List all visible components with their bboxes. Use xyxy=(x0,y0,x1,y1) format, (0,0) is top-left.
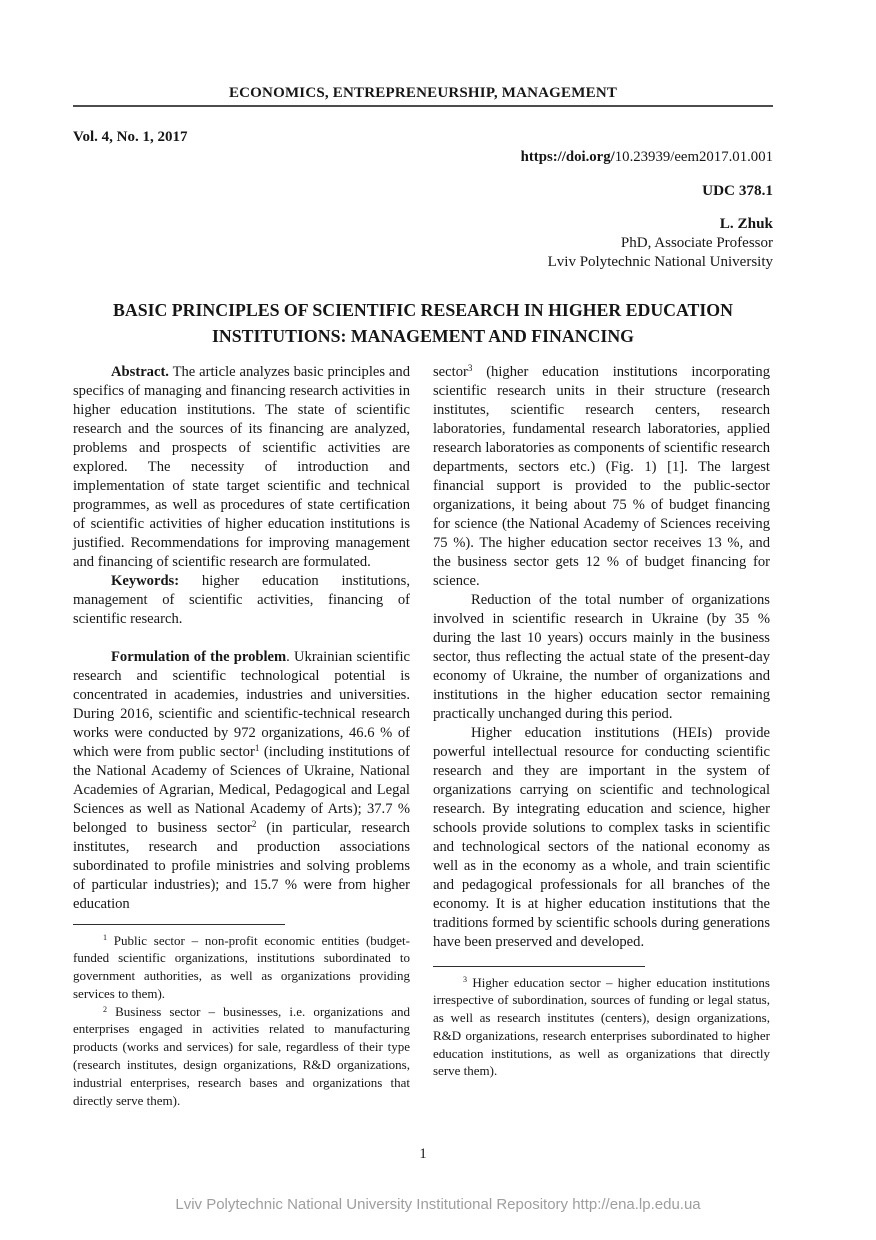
footnote-1-marker: 1 xyxy=(103,933,108,943)
formulation-text-2: (including institutions of the National Academy of Sciences of Ukraine, National Academies of Agrarian, Medical, Pedagogical and Legal Sciences as well as National Academy of Arts); 37.7 % belonged to business sector xyxy=(73,743,410,836)
repository-watermark: Lviv Polytechnic National University Institutional Repository http://ena.lp.edu.ua xyxy=(175,1196,701,1213)
two-column-body xyxy=(73,363,773,1110)
footnote-1-text: Public sector – non-profit economic entities (budget-funded scientific organizations, institutions subordinated to government authorities, as well as organizations providing services to them). xyxy=(73,932,410,1001)
abstract-text: The article analyzes basic principles and specifics of managing and financing research activities in higher education institutions. The state of scientific research and the sources of its financing are analyzed, problems and prospects of scientific activities are explored. The necessity of introduction and implementation of state target scientific and technical programmes, as well as procedures of state certification of scientific activities of higher education institutions is justified. Recommendations for improving management and financing of scientific research are formulated. xyxy=(73,363,410,570)
body-paragraph-3: Higher education institutions (HEIs) provide powerful intellectual resource for conducting scientific research and they are important in the system of organizations carrying on scientific and technological research. By integrating education and science, higher schools provide solutions to complex tasks in scientific and technological sectors of the national economy as well as in the economy as a whole, and train scientific and pedagogical professionals for all branches of the economy. It is at higher education institutions that the traditions formed by scientific schools during generations have been preserved and developed. xyxy=(433,724,770,950)
footnote-3-marker: 3 xyxy=(463,975,468,985)
keywords-label: Keywords: xyxy=(111,572,180,589)
header-rule xyxy=(73,105,773,107)
body-text-1b: (higher education institutions incorporating scientific research units in their structure (research institutes, scientific research centers, research laboratories, fundamental research laboratories, applied research laboratories as components of scientific research departments, sectors etc.) (Fig. 1) [1]. The largest financial support is provided to the public-sector organizations, it being about 75 % of budget financing for science (the National Academy of Sciences receiving 75 %). The higher education sector receives 13 %, and the business sector gets 12 % of budget financing for science. xyxy=(433,363,770,589)
article-title: BASIC PRINCIPLES OF SCIENTIFIC RESEARCH IN HIGHER EDUCATION INSTITUTIONS: MANAGEMENT AND FINANCING xyxy=(113,299,733,346)
body-text-1a: sector xyxy=(433,363,468,380)
footnote-separator-left xyxy=(73,924,285,925)
journal-title: ECONOMICS, ENTREPRENEURSHIP, MANAGEMENT xyxy=(228,85,618,101)
doi-suffix: 10.23939/eem2017.01.001 xyxy=(614,149,773,165)
footnote-2-marker: 2 xyxy=(103,1004,108,1014)
footnote-2 xyxy=(73,1003,410,1110)
body-paragraph-1 xyxy=(433,363,770,591)
formulation-text-3: (in particular, research institutes, research and production associations subordinated to profile ministries and solving problems of particular industries); and 15.7 % were from higher education xyxy=(73,819,410,912)
udc-code: UDC 378.1 xyxy=(702,182,773,199)
footnote-3-text: Higher education sector – higher education institutions irrespective of subordination, sources of funding or legal status, as well as research institutes (centers), design organizations, R&D organizations, research enterprises subordinated to higher education institutions, as well as organizations that directly serve them). xyxy=(433,974,770,1079)
footnote-ref-1: 1 xyxy=(254,742,260,753)
author-degree: PhD, Associate Professor xyxy=(620,234,773,251)
footnote-2-text: Business sector – businesses, i.e. organizations and enterprises engaged in activities related to manufacturing products (works and services) for sale, regardless of their type (research institutes, design organizations, R&D organizations, industrial enterprises, research bases and organizations that directly serve them). xyxy=(73,1003,410,1108)
volume-issue: Vol. 4, No. 1, 2017 xyxy=(73,129,188,145)
author-name: L. Zhuk xyxy=(719,215,773,232)
footnote-ref-3: 3 xyxy=(467,362,473,373)
footnote-1 xyxy=(73,932,410,1003)
left-column xyxy=(73,363,410,1110)
keywords-text: higher education institutions, management of scientific activities, financing of scientific research. xyxy=(73,572,410,627)
doi-line xyxy=(73,148,773,166)
page-number: 1 xyxy=(419,1146,427,1162)
right-column xyxy=(433,363,770,1110)
formulation-paragraph xyxy=(73,648,410,914)
author-block xyxy=(73,214,773,273)
abstract-label: Abstract. xyxy=(111,363,169,380)
footnote-3 xyxy=(433,974,770,1081)
formulation-text-1: . Ukrainian scientific research and scientific technological potential is concentrated in academies, industries and universities. During 2016, scientific and scientific-technical research works were conducted by 972 organizations, 46.6 % of which were from public sector xyxy=(73,648,410,760)
doi-prefix: https://doi.org/ xyxy=(520,149,615,165)
author-affiliation: Lviv Polytechnic National University xyxy=(547,254,773,270)
section-heading: Formulation of the problem xyxy=(111,648,287,665)
footnote-ref-2: 2 xyxy=(251,818,257,829)
abstract-paragraph xyxy=(73,363,410,572)
body-paragraph-2: Reduction of the total number of organizations involved in scientific research in Ukraine (by 35 % during the last 10 years) occurs mainly in the business sector, thus reflecting the actual state of the present-day economy of Ukraine, the number of organizations and institutions in the higher education sector remaining practically unchanged during this period. xyxy=(433,591,770,722)
document-page xyxy=(73,0,773,1109)
footnote-separator-right xyxy=(433,966,645,967)
keywords-paragraph xyxy=(73,572,410,629)
